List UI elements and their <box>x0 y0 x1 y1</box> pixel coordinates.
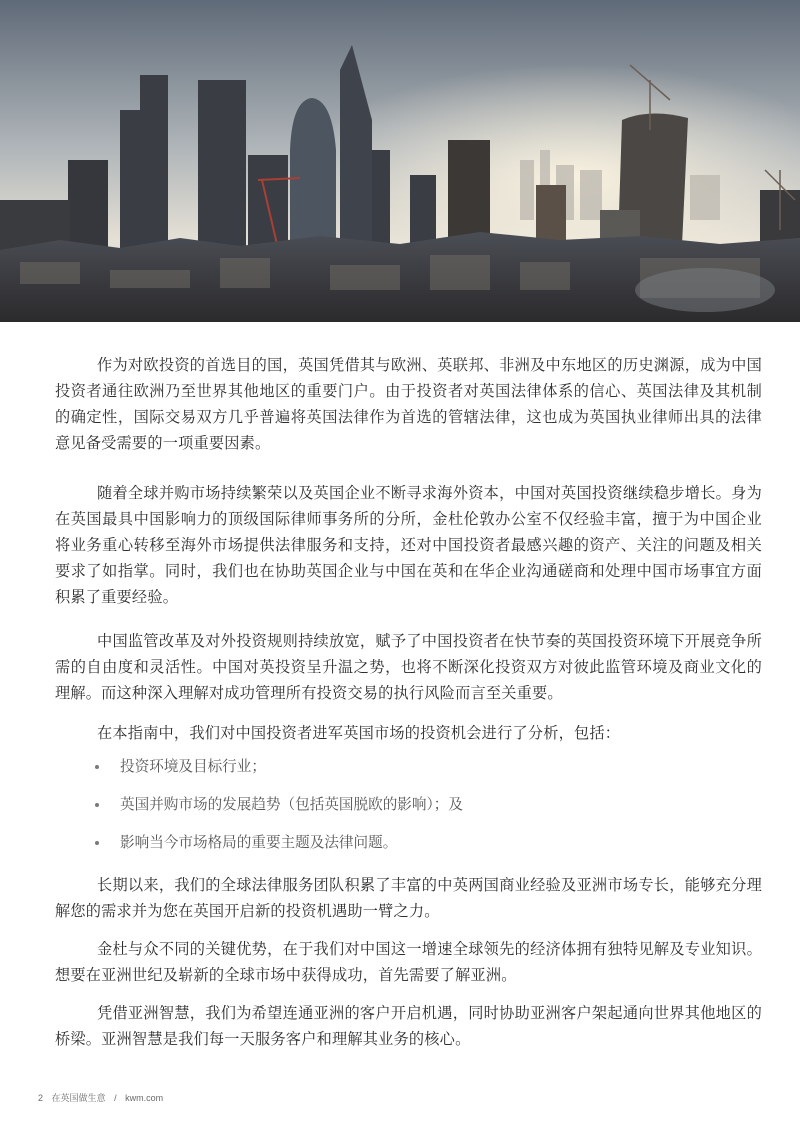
paragraph-5: 长期以来，我们的全球法律服务团队积累了丰富的中英两国商业经验及亚洲市场专长，能够充分理解您的需求并为您在英国开启新的投资机遇助一臂之力。 <box>55 876 762 920</box>
paragraph-4: 在本指南中，我们对中国投资者进军英国市场的投资机会进行了分析，包括： <box>97 724 621 742</box>
list-item <box>0 754 800 792</box>
paragraph-2: 随着全球并购市场持续繁荣以及英国企业不断寻求海外资本，中国对英国投资继续稳步增长。身为在英国最具中国影响力的顶级国际律师事务所的分所，金杜伦敦办公室不仅经验丰富，擅于为中国企业将业务重心转移至海外市场提供法律服务和支持，还对中国投资者最感兴趣的资产、关注的问题及相关要求了如指掌。同时，我们也在协助英国企业与中国在英和在华企业沟通磋商和处理中国市场事宜方面积累了重要经验。 <box>55 484 762 606</box>
paragraph-6: 金杜与众不同的关键优势，在于我们对中国这一增速全球领先的经济体拥有独特见解及专业知识。想要在亚洲世纪及崭新的全球市场中获得成功，首先需要了解亚洲。 <box>55 940 762 984</box>
footer-separator: / <box>114 1093 117 1103</box>
bullet-icon <box>95 841 99 845</box>
paragraph-3: 中国监管改革及对外投资规则持续放宽，赋予了中国投资者在快节奏的英国投资环境下开展竞争所需的自由度和灵活性。中国对英投资呈升温之势，也将不断深化投资双方对彼此监管环境及商业文化的理解。而这种深入理解对成功管理所有投资交易的执行风险而言至关重要。 <box>55 632 762 702</box>
page-number: 2 <box>38 1093 44 1103</box>
paragraph-1: 作为对欧投资的首选目的国，英国凭借其与欧洲、英联邦、非洲及中东地区的历史渊源，成为中国投资者通往欧洲乃至世界其他地区的重要门户。由于投资者对英国法律体系的信心、英国法律及其机制的确定性，国际交易双方几乎普遍将英国法律作为首选的管辖法律，这也成为英国执业律师出具的法律意见备受需要的一项重要因素。 <box>55 356 762 452</box>
footer-title: 在英国做生意 <box>51 1093 106 1103</box>
list-item-text: 投资环境及目标行业； <box>120 758 266 775</box>
hero-image-london-skyline <box>0 0 800 322</box>
bullet-icon <box>95 803 99 807</box>
skyline-illustration <box>0 0 800 322</box>
page-footer <box>38 1091 169 1104</box>
list-item <box>0 830 800 868</box>
paragraph-7: 凭借亚洲智慧，我们为希望连通亚洲的客户开启机遇，同时协助亚洲客户架起通向世界其他地区的桥梁。亚洲智慧是我们每一天服务客户和理解其业务的核心。 <box>55 1004 762 1048</box>
list-item <box>0 792 800 830</box>
list-item-text: 影响当今市场格局的重要主题及法律问题。 <box>120 834 398 851</box>
bullet-icon <box>95 765 99 769</box>
bullet-list <box>0 754 800 868</box>
list-item-text: 英国并购市场的发展趋势（包括英国脱欧的影响）；及 <box>120 796 463 813</box>
footer-website-link[interactable]: kwm.com <box>125 1093 164 1103</box>
